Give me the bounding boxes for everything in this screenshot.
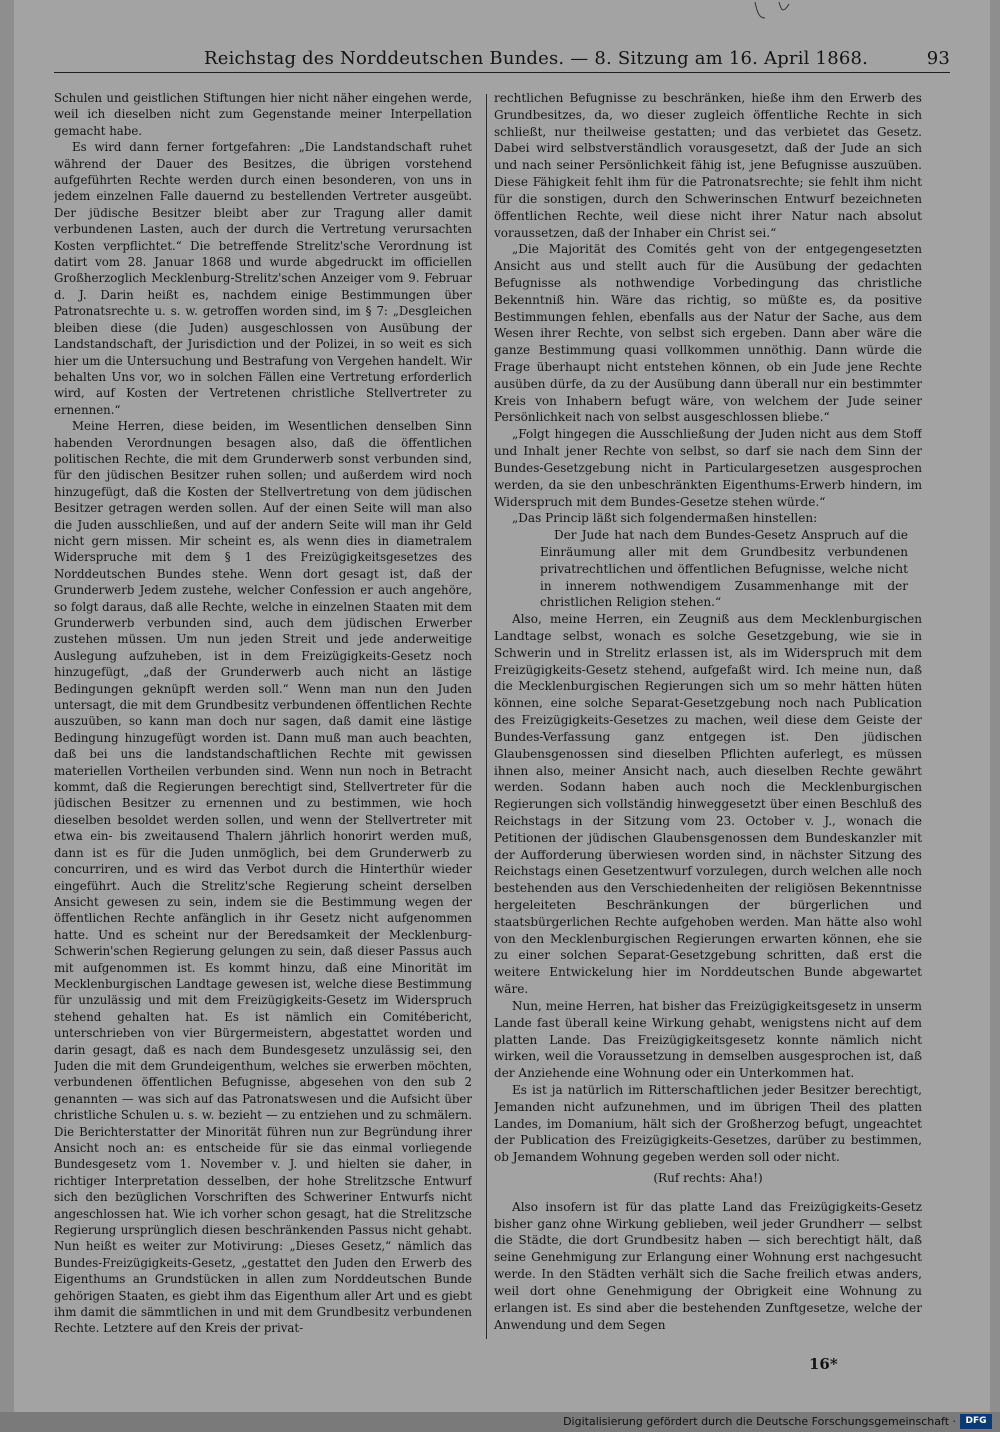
footer-credit: Digitalisierung gefördert durch die Deutsche Forschungsgemeinschaft ·	[563, 1415, 956, 1428]
column-divider	[486, 94, 487, 1339]
footer-bar	[0, 1412, 1000, 1432]
paragraph: „Das Princip läßt sich folgendermaßen hinstellen:	[512, 511, 818, 526]
paragraph: „Folgt hingegen die Ausschließung der Juden nicht aus dem Stoff und Inhalt jener Rechte von selbst, so darf sie nach dem Sinn der Bundes-Gesetzgebung nicht in Particulargesetzen ausgesprochen werden, da sie den unbeschränkten Eigenthums-Erwerb hindern, im Widerspruch mit dem Bundes-Gesetze stehen würde.“	[494, 427, 922, 509]
dfg-logo: DFG	[960, 1414, 992, 1429]
paragraph: Nun, meine Herren, hat bisher das Freizügigkeitsgesetz in unserm Lande fast überall keine Wirkung gehabt, wenigstens nicht auf dem platten Lande. Das Freizügigkeitsgesetz konnte nämlich nicht wirken, weil die Voraussetzung in demselben ausgesprochen ist, daß der Anziehende eine Wohnung oder ein Unterkommen hat.	[494, 998, 922, 1081]
paragraph: (Ruf rechts: Aha!)	[653, 1171, 763, 1185]
paragraph: rechtlichen Befugnisse zu beschränken, hieße ihm den Erwerb des Grundbesitzes, da, wo dieser zugleich öffentliche Rechte in sich schließt, nur theilweise gestatten; und das verbietet das Gesetz. Dabei wird selbstverständlich vorausgesetzt, daß der Jude an sich und nach seiner Persönlichkeit fähig ist, jene Befugnisse auszuüben. Diese Fähigkeit fehlt ihm für die Patronatsrechte; sie fehlt ihm nicht für die sonstigen, durch den Schwerinschen Entwurf bezeichneten öffentlichen Rechte, weil diese nicht ihrer Natur nach absolut voraussetzen, daß der Inhaber ein Christ sei.“	[494, 91, 922, 240]
scanned-page	[14, 0, 990, 1412]
right-text-column	[494, 90, 922, 1345]
paragraph: Schulen und geistlichen Stiftungen hier nicht näher eingehen werde, weil ich dieselben nicht zum Gegenstande meiner Interpellation gemacht habe.	[54, 91, 472, 138]
paragraph: Es ist ja natürlich im Ritterschaftlichen jeder Besitzer berechtigt, Jemanden nicht aufzunehmen, und im übrigen Theil des platten Landes, im Domanium, hält sich der Großherzog befugt, ungeachtet der Publication des Freizügigkeits-Gesetzes, darüber zu bestimmen, ob Jemandem Wohnung gegeben werden soll oder nicht.	[494, 1082, 922, 1165]
signature-mark: 16*	[809, 1355, 838, 1373]
pen-mark-icon	[749, 0, 799, 22]
paragraph: Es wird dann ferner fortgefahren: „Die Landstandschaft ruhet während der Dauer des Besitzes, die übrigen vorstehend aufgeführten Rechte werden durch einen besonderen, von uns in jedem einzelnen Falle dauernd zu bestellenden Vertreter ausgeübt. Der jüdische Besitzer bleibt aber zur Tragung aller damit verbundenen Lasten, auch der durch die Vertretung verursachten Kosten verpflichtet.“ Die betreffende Strelitz'sche Verordnung ist datirt vom 28. Januar 1868 und wurde abgedruckt im officiellen Großherzoglich Mecklenburg-Strelitz'schen Anzeiger vom 9. Februar d. J. Darin heißt es, nachdem einige Bestimmungen über Patronatsrechte u. s. w. getroffen worden sind, im § 7: „Desgleichen bleiben diese (die Juden) ausgeschlossen von Ausübung der Landstandschaft, der Jurisdiction und der Polizei, in so weit es sich hier um die Untersuchung und Bestrafung von Vergehen handelt. Wir behalten Uns vor, wo in solchen Fällen eine Vertretung erforderlich wird, auf Kosten der Vertretenen christliche Stellvertreter zu ernennen.“	[54, 140, 472, 417]
running-head	[54, 46, 950, 73]
left-text-column	[54, 90, 472, 1345]
paragraph: Also insofern ist für das platte Land das Freizügigkeits-Gesetz bisher ganz ohne Wirkung geblieben, weil jeder Grundherr — selbst die Städte, die dort Grundbesitz haben — sich berechtigt hält, daß seine Genehmigung zur Erlangung einer Wohnung erst nachgesucht werde. In den Städten verhält sich die Sache freilich etwas anders, weil dort ohne Genehmigung der Obrigkeit eine Wohnung zu erlangen ist. Es sind aber die bestehenden Zunftgesetze, welche der Anwendung und dem Segen	[494, 1199, 922, 1332]
paragraph: Der Jude hat nach dem Bundes-Gesetz Anspruch auf die Einräumung aller mit dem Grundbesitz verbundenen privatrechtlichen und öffentlichen Befugnisse, welche nicht in innerem nothwendigem Zusammenhange mit der christlichen Religion stehen.“	[540, 528, 908, 610]
page-number: 93	[926, 48, 950, 69]
paragraph: „Die Majorität des Comités geht von der entgegengesetzten Ansicht aus und stellt auch für die Ausübung der gedachten Befugnisse als nothwendige Vorbedingung das christliche Bekenntniß hin. Wäre das richtig, so müßte es, da positive Bestimmungen fehlen, ebenfalls aus der Natur der Sache, aus dem Wesen ihrer Rechte, von selbst sich ergeben. Dann aber wäre die ganze Bestimmung quasi vollkommen unnöthig. Dann würde die Frage überhaupt nicht entstehen können, ob ein Jude jene Rechte ausüben dürfe, da zu der Ausübung dann überall nur ein bestimmter Kreis von Inhabern befugt wäre, von welchem der Jude seiner Persönlichkeit nach von selbst ausgeschlossen bliebe.“	[494, 242, 922, 425]
page-header-title: Reichstag des Norddeutschen Bundes. — 8. Sitzung am 16. April 1868.	[204, 48, 869, 69]
paragraph: Meine Herren, diese beiden, im Wesentlichen denselben Sinn habenden Verordnungen besagen also, daß die öffentlichen politischen Rechte, die mit dem Grunderwerb sonst verbunden sind, für den jüdischen Besitzer ruhen sollen; und außerdem wird noch hinzugefügt, daß die Kosten der Stellvertretung von dem jüdischen Besitzer getragen werden sollen. Auf der einen Seite will man also die Juden ausschließen, und auf der andern Seite will man ihr Geld nicht gern missen. Mir scheint es, als wenn dies in diametralem Widerspruche mit dem § 1 des Freizügigkeitsgesetzes des Norddeutschen Bundes stehe. Wenn dort gesagt ist, daß der Grunderwerb Jedem zustehe, welcher Confession er auch angehöre, so folgt daraus, daß alle Rechte, welche in einzelnen Staaten mit dem Grunderwerb verbunden sind, auch dem jüdischen Erwerber zustehen müssen. Um nun jeden Streit und jede anderweitige Auslegung aufzuheben, ist in dem Freizügigkeits-Gesetz noch hinzugefügt, „daß der Grunderwerb auch nicht an lästige Bedingungen geknüpft werden soll.“ Wenn man nun den Juden untersagt, die mit dem Grundbesitz verbundenen öffentlichen Rechte auszuüben, so kann man doch nur sagen, daß damit eine lästige Bedingung hinzugefügt worden ist. Dann muß man auch beachten, daß bei uns die landstandschaftlichen Rechte mit gewissen materiellen Vortheilen verbunden sind. Wenn nun noch in Betracht kommt, daß die Regierungen berechtigt sind, Stellvertreter für die jüdischen Besitzer zu ernennen und zu bestimmen, wie hoch dieselben besoldet werden sollen, und wenn der Stellvertreter mit etwa ein- bis zweitausend Thalern jährlich honorirt werden muß, dann ist es für die Juden unmöglich, bei dem Grunderwerb zu concurriren, und es wird das Verbot durch die Hinterthür wieder eingeführt. Auch die Strelitz'sche Regierung scheint derselben Ansicht gewesen zu sein, indem sie die Bestimmung wegen der öffentlichen Rechte anfänglich in ihr Gesetz nicht aufgenommen hatte. Und es scheint nur der Beredsamkeit der Mecklenburg-Schwerin'schen Regierung gelungen zu sein, daß dieser Passus auch mit aufgenommen ist. Es kommt hinzu, daß eine Minorität im Mecklenburgischen Landtage gewesen ist, welche diese Bestimmung für unzulässig und mit dem Freizügigkeits-Gesetz im Widerspruch stehend gehalten hat. Es ist nämlich ein Comitébericht, unterschrieben von vier Bürgermeistern, abgestattet worden und darin gesagt, daß es nach dem Bundesgesetz unzulässig sei, den Juden die mit dem Grundeigenthum, welches sie erwerben möchten, verbundenen öffentlichen Befugnisse, abgesehen von den sub 2 genannten — was sich auf das Patronatswesen und die Aufsicht über christliche Schulen u. s. w. bezieht — zu entziehen und zu schmälern. Die Berichterstatter der Minorität führen nun zur Begründung ihrer Ansicht noch an: es entscheide für sie das einmal vorliegende Bundesgesetz vom 1. November v. J. und hielten sie daher, in richtiger Interpretation desselben, der hohe Strelitzsche Entwurf sich den bezüglichen Vorschriften des Schweriner Entwurfs nicht angeschlossen hat. Wie ich vorher schon gesagt, hat die Strelitzsche Regierung ursprünglich diesen beschränkenden Passus nicht gehabt. Nun heißt es weiter zur Motivirung: „Dieses Gesetz,“ nämlich das Bundes-Freizügigkeits-Gesetz, „gestattet den Juden den Erwerb des Eigenthums an Grundstücken in allen zum Norddeutschen Bunde gehörigen Staaten, es giebt ihm das Eigenthum aller Art und es giebt ihm damit die sämmtlichen in und mit dem Grundbesitz verbundenen Rechte. Letztere auf den Kreis der privat-	[54, 419, 472, 1336]
paragraph: Also, meine Herren, ein Zeugniß aus dem Mecklenburgischen Landtage selbst, wonach es solche Gesetzgebung, wie sie in Schwerin und in Strelitz erlassen ist, als im Widerspruch mit dem Freizügigkeits-Gesetz stehend, aufgefaßt wird. Ich meine nun, daß die Mecklenburgischen Regierungen sich um so mehr hätten hüten können, eine solche Separat-Gesetzgebung noch nach Publication des Freizügigkeits-Gesetzes zu machen, weil diese dem Geiste der Bundes-Verfassung ganz entgegen ist. Den jüdischen Glaubensgenossen sind dieselben Pflichten auferlegt, es müssen ihnen also, meiner Ansicht nach, auch dieselben Rechte gewährt werden. Sodann haben auch noch die Mecklenburgischen Regierungen sich vollständig hinweggesetzt über einen Beschluß des Reichstags in der Sitzung vom 23. October v. J., wonach die Petitionen der jüdischen Glaubensgenossen dem Bundeskanzler mit der Aufforderung überwiesen worden sind, in nächster Sitzung des Reichstags einen Gesetzentwurf vorzulegen, durch welchen alle noch bestehenden aus den Verschiedenheiten der religiösen Bekenntnisse hergeleiteten Beschränkungen der bürgerlichen und staatsbürgerlichen Rechte aufgehoben werden. Man hätte also wohl von den Mecklenburgischen Regierungen erwarten können, ehe sie zu einer solchen Separat-Gesetzgebung schritten, daß erst die weitere Entwickelung hier im Norddeutschen Bunde abgewartet wäre.	[494, 612, 922, 997]
